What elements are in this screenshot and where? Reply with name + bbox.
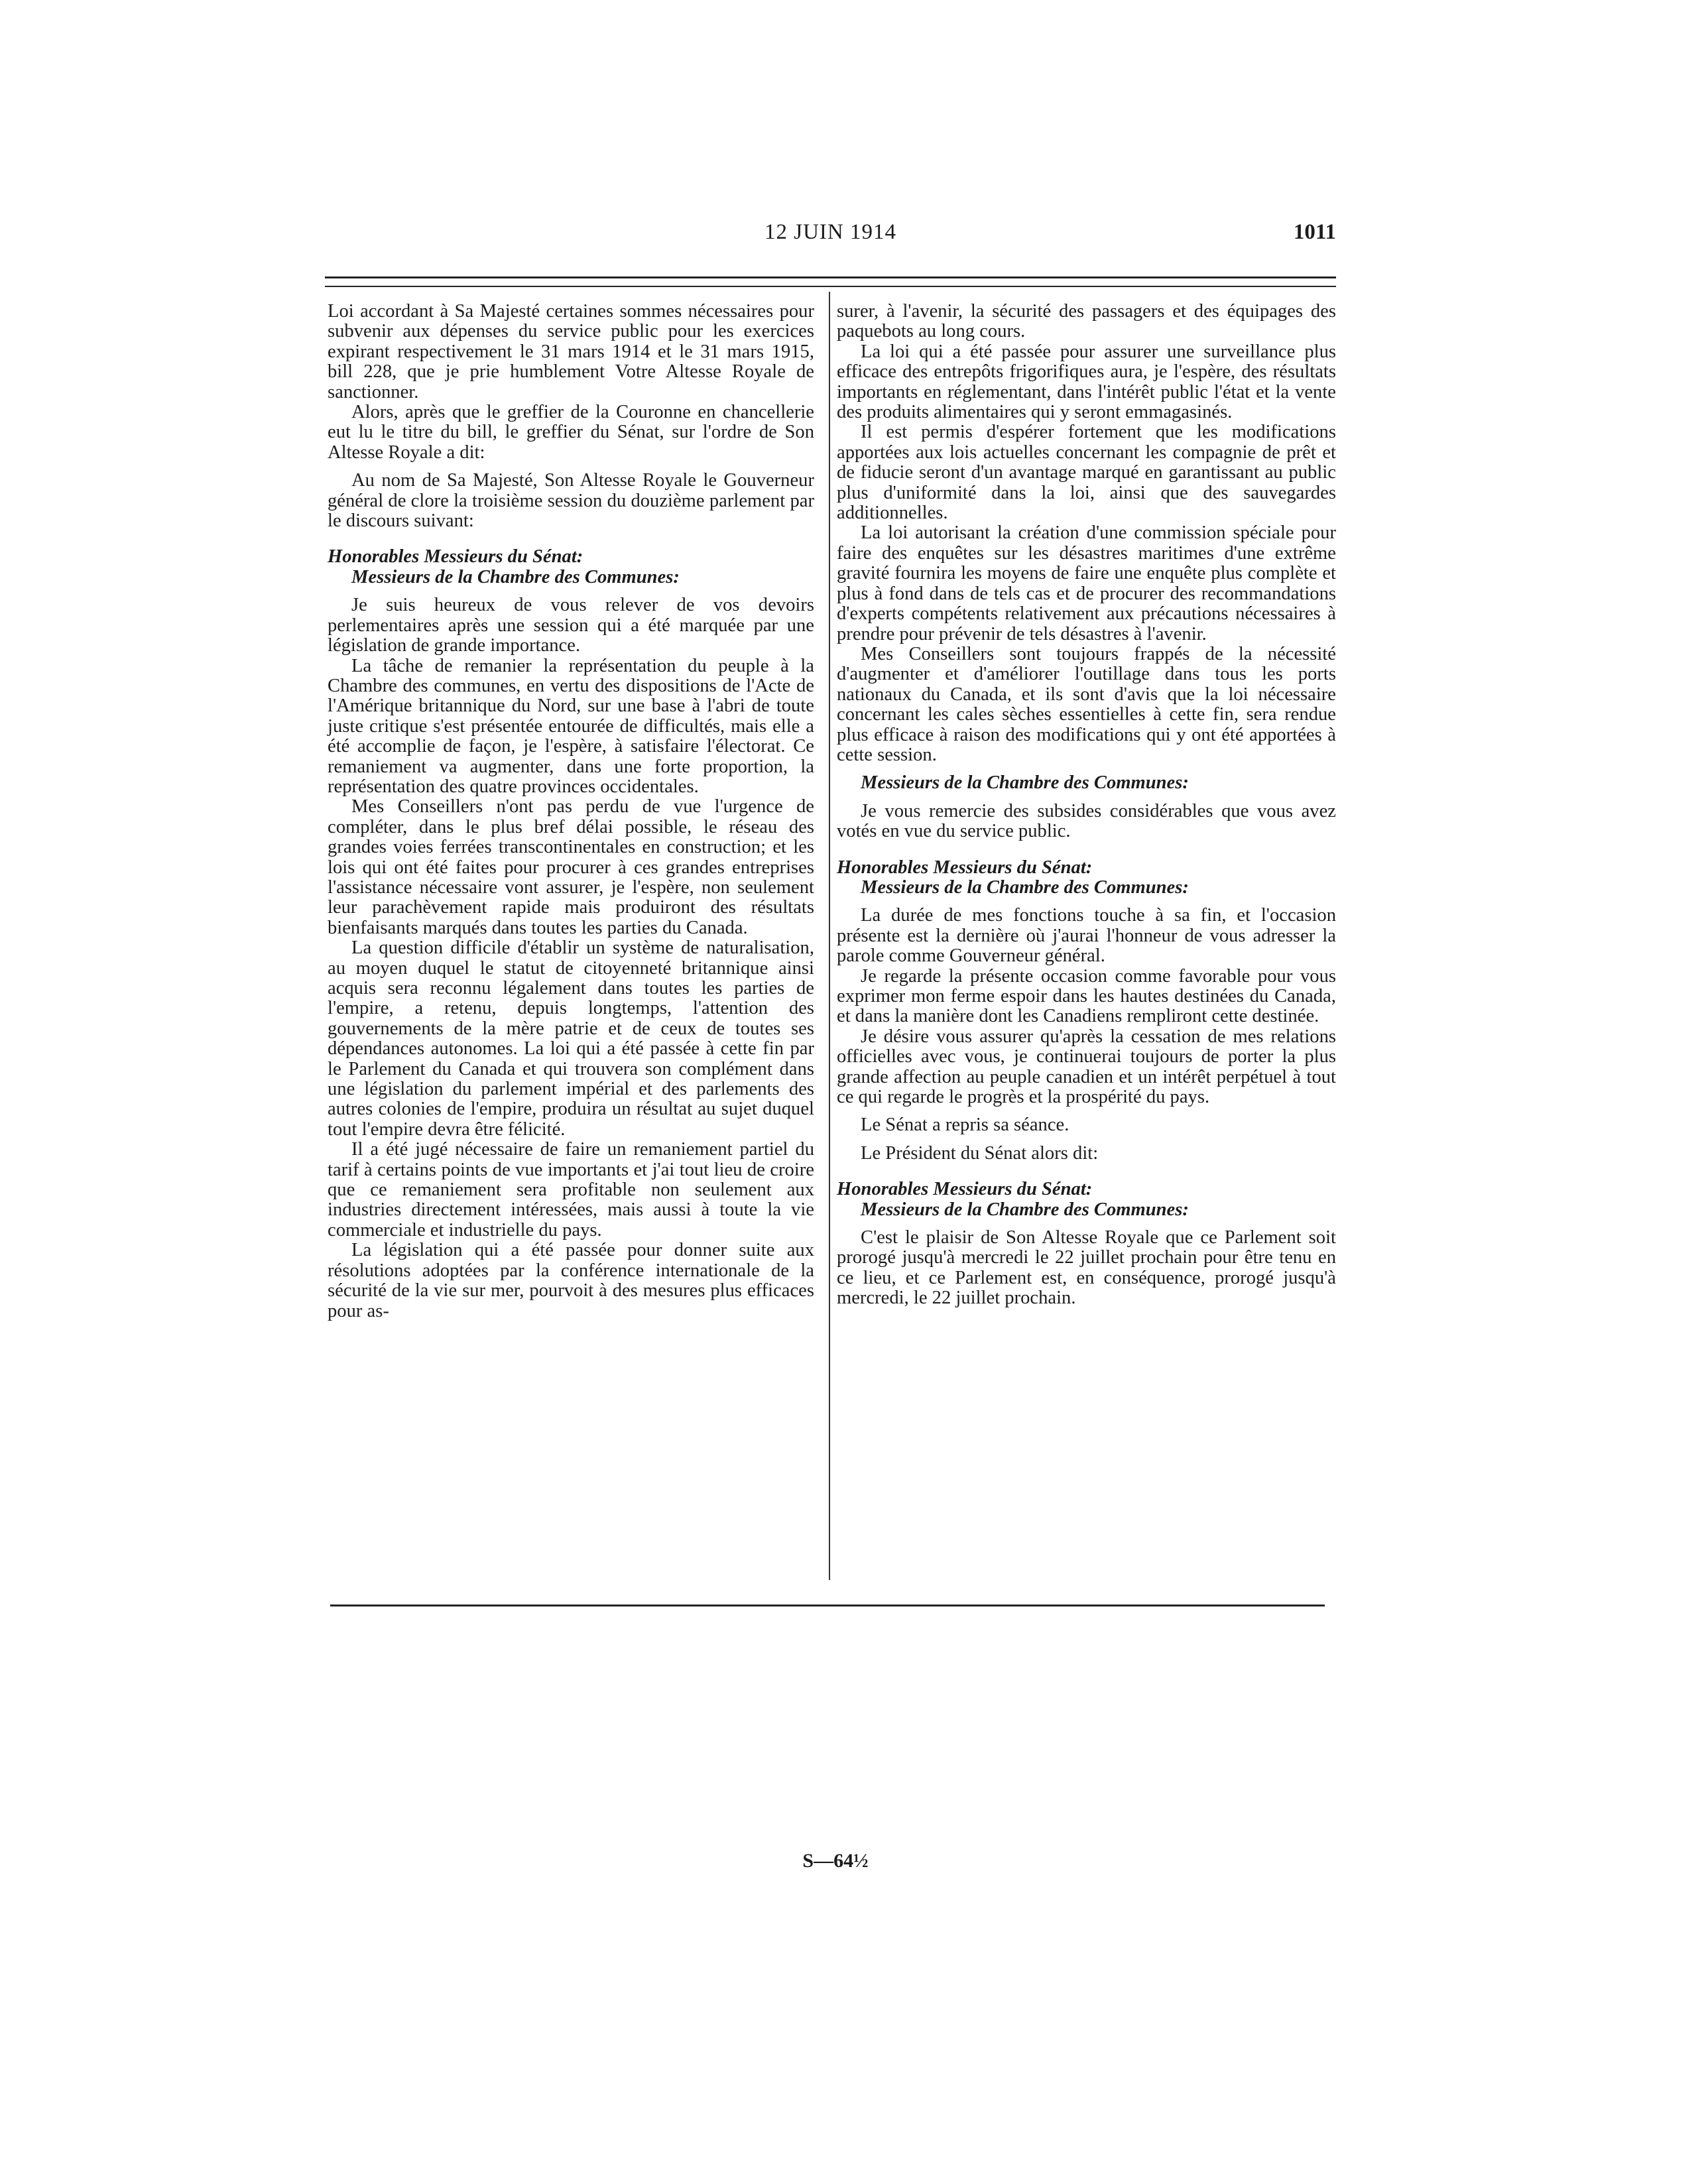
paragraph: La législation qui a été passée pour donner suite aux résolutions adoptées par la conférence internationale de la sécurité de la vie sur mer, pourvoit à des mesures plus efficaces pour as- bbox=[328, 1240, 814, 1321]
page-number: 1011 bbox=[1293, 220, 1336, 244]
salutation: Honorables Messieurs du Sénat: bbox=[328, 546, 583, 568]
paragraph: Je vous remercie des subsides considérables que vous avez votés en vue du service public. bbox=[837, 800, 1336, 842]
paragraph: Je désire vous assurer qu'après la cessation de mes relations officielles avec vous, je continuerai toujours de porter la plus grande affection au peuple canadien et un intérêt perpétuel à tout ce qui regarde le progrès et la prospérité du pays. bbox=[837, 1026, 1336, 1108]
paragraph: Mes Conseillers n'ont pas perdu de vue l'urgence de compléter, dans le plus bref délai possible, le réseau des grandes voies ferrées transcontinentales en construction; et les lois qui ont été faites pour procurer à ces grandes entreprises l'assistance nécessaire vont assurer, je l'espère, non seulement leur parachèvement rapide mais produiront des résultats bienfaisants marqués dans toutes les parties du Canada. bbox=[328, 796, 814, 938]
salutation: Messieurs de la Chambre des Communes: bbox=[351, 566, 680, 587]
page-date: 12 JUIN 1914 bbox=[764, 220, 896, 244]
paragraph: Le Sénat a repris sa séance. bbox=[861, 1115, 1069, 1136]
signature-mark: S—64½ bbox=[802, 1850, 869, 1872]
header-double-rule bbox=[325, 276, 1336, 287]
paragraph: Il est permis d'espérer fortement que les modifications apportées aux lois actuelles concernant les compagnie de prêt et de fiducie seront d'un avantage marqué en garantissant au public plus d'uniformité dans la loi, ainsi que des sauvegardes additionnelles. bbox=[837, 422, 1336, 524]
footer-rule bbox=[330, 1605, 1325, 1606]
paragraph: Je regarde la présente occasion comme favorable pour vous exprimer mon ferme espoir dans les hautes destinées du Canada, et dans la manière dont les Canadiens rempliront cette destinée. bbox=[837, 965, 1336, 1027]
paragraph: Alors, après que le greffier de la Couronne en chancellerie eut lu le titre du bill, le greffier du Sénat, sur l'ordre de Son Altesse Royale a dit: bbox=[328, 402, 814, 463]
paragraph: Il a été jugé nécessaire de faire un remaniement partiel du tarif à certains points de vue importants et j'ai tout lieu de croire que ce remaniement sera profitable non seulement aux industries directement intéressées, mais aussi à toute la vie commerciale et industrielle du pays. bbox=[328, 1139, 814, 1241]
paragraph: Au nom de Sa Majesté, Son Altesse Royale le Gouverneur général de clore la troisième session du douzième parlement par le discours suivant: bbox=[328, 470, 814, 532]
paragraph: C'est le plaisir de Son Altesse Royale que ce Parlement soit prorogé jusqu'à mercredi le 22 juillet prochain pour être tenu en ce lieu, et ce Parlement est, en conséquence, prorogé jusqu'à mercredi, le 22 juillet prochain. bbox=[837, 1227, 1336, 1309]
paragraph: La durée de mes fonctions touche à sa fin, et l'occasion présente est la dernière où j'aurai l'honneur de vous adresser la parole comme Gouverneur général. bbox=[837, 905, 1336, 967]
paragraph: Loi accordant à Sa Majesté certaines sommes nécessaires pour subvenir aux dépenses du service public pour les exercices expirant respectivement le 31 mars 1914 et le 31 mars 1915, bill 228, que je prie humblement Votre Altesse Royale de sanctionner. bbox=[328, 301, 814, 402]
salutation: Messieurs de la Chambre des Communes: bbox=[861, 772, 1189, 794]
running-head bbox=[325, 220, 1336, 253]
right-column bbox=[837, 302, 1336, 1309]
salutation: Messieurs de la Chambre des Communes: bbox=[861, 877, 1189, 898]
column-divider bbox=[829, 292, 830, 1580]
paragraph: La question difficile d'établir un système de naturalisation, au moyen duquel le statut de citoyenneté britannique ainsi acquis sera reconnu légalement dans toutes les parties de l'empire, a retenu, depuis longtemps, l'attention des gouvernements de la mère patrie et de ceux de toutes ses dépendances autonomes. La loi qui a été passée à cette fin par le Parlement du Canada et qui trouvera son complément dans une législation du parlement impérial et des parlements des autres colonies de l'empire, produira un résultat au sujet duquel tout l'empire devra être félicité. bbox=[328, 938, 814, 1140]
paragraph: Le Président du Sénat alors dit: bbox=[861, 1142, 1099, 1164]
paragraph: La loi qui a été passée pour assurer une surveillance plus efficace des entrepôts frigorifiques aura, je l'espère, des résultats importants en réglementant, dans l'intérêt public l'état et la vente des produits alimentaires qui y seront emmagasinés. bbox=[837, 341, 1336, 423]
paragraph: Mes Conseillers sont toujours frappés de la nécessité d'augmenter et d'améliorer l'outillage dans tous les ports nationaux du Canada, et ils sont d'avis que la loi nécessaire concernant les cales sèches essentielles à cette fin, sera rendue plus efficace à raison des modifications qui y ont été apportées à cette session. bbox=[837, 643, 1336, 765]
paragraph: La loi autorisant la création d'une commission spéciale pour faire des enquêtes sur les désastres maritimes d'une extrême gravité fournira les moyens de faire une enquête plus complète et plus à fond dans de tels cas et de procurer des recommandations d'experts compétents relativement aux précautions nécessaires à prendre pour prévenir de tels désastres à l'avenir. bbox=[837, 522, 1336, 644]
paragraph: La tâche de remanier la représentation du peuple à la Chambre des communes, en vertu des dispositions de l'Acte de l'Amérique britannique du Nord, sur une base à l'abri de toute juste critique s'est présentée entourée de difficultés, mais elle a été accomplie de façon, je l'espère, à satisfaire l'électorat. Ce remaniement va augmenter, dans une forte proportion, la représentation des quatre provinces occidentales. bbox=[328, 655, 814, 797]
paragraph: Je suis heureux de vous relever de vos devoirs perlementaires après une session qui a été marquée par une législation de grande importance. bbox=[328, 595, 814, 656]
salutation: Honorables Messieurs du Sénat: bbox=[837, 857, 1093, 878]
paragraph: surer, à l'avenir, la sécurité des passagers et des équipages des paquebots au long cours. bbox=[837, 301, 1336, 342]
salutation: Honorables Messieurs du Sénat: bbox=[837, 1179, 1093, 1200]
salutation: Messieurs de la Chambre des Communes: bbox=[861, 1199, 1189, 1220]
left-column bbox=[328, 302, 814, 1321]
